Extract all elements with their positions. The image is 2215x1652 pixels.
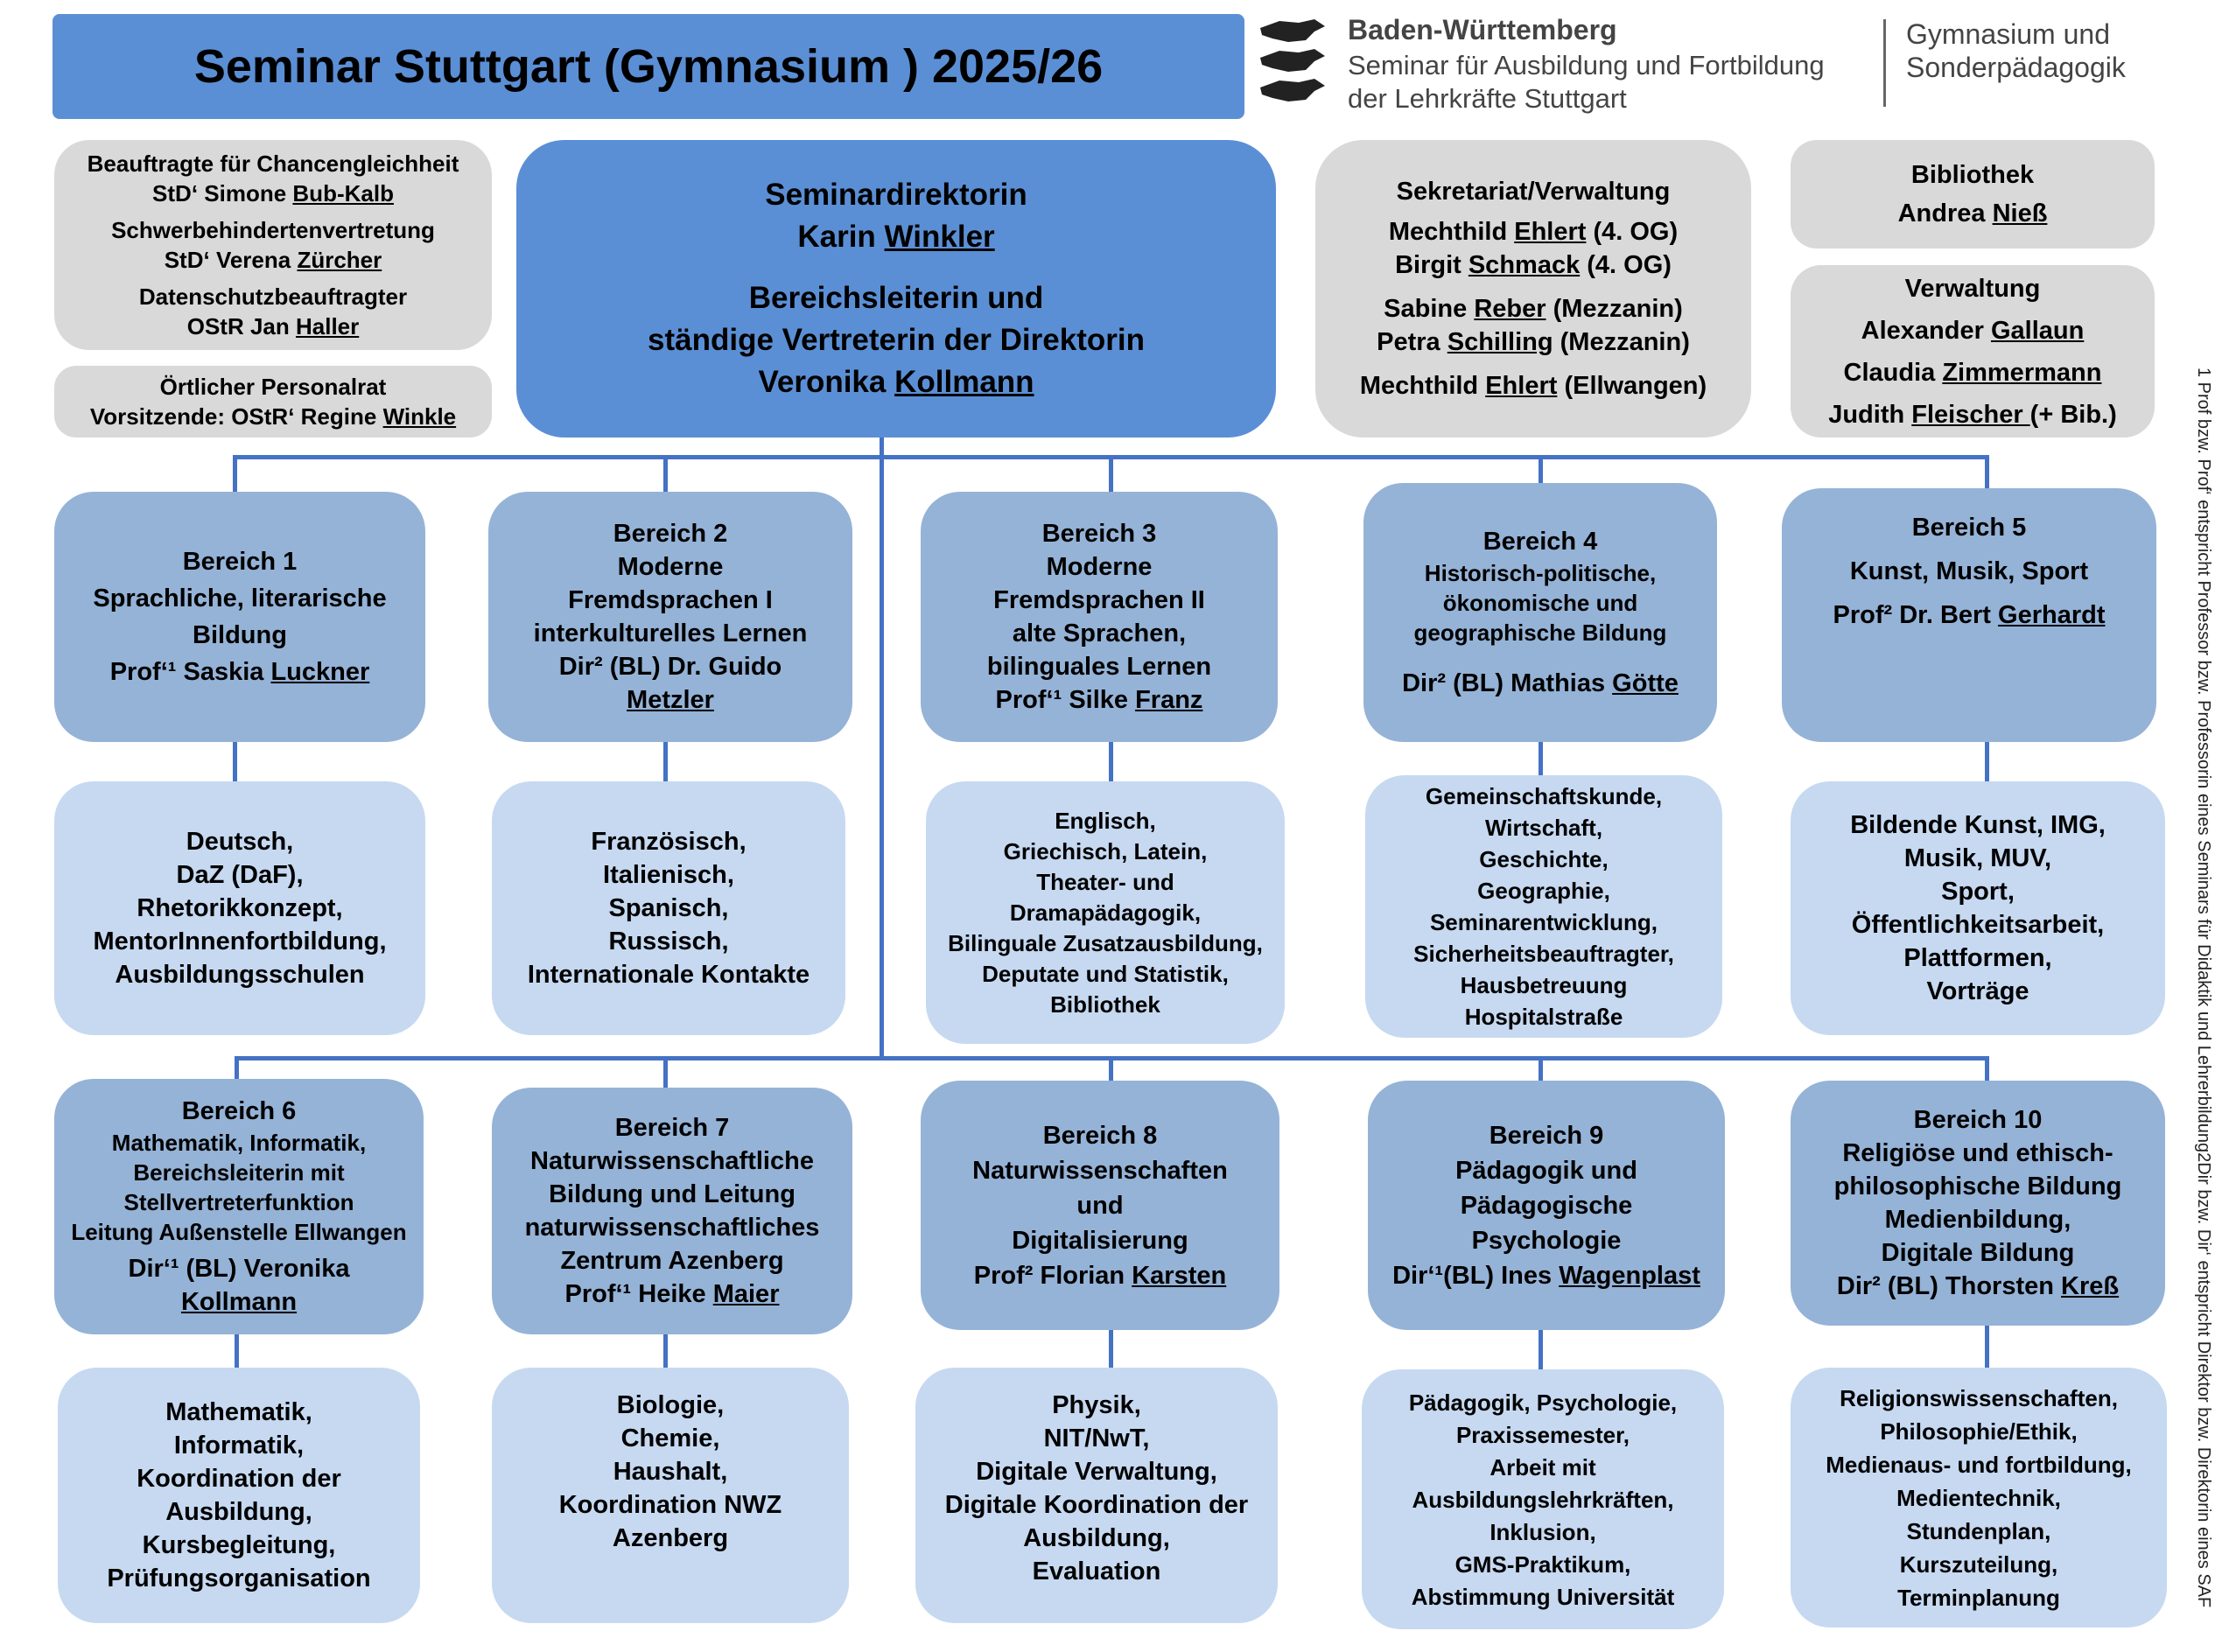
bereich-6-subject-3: Koordination der (137, 1465, 341, 1493)
bereich-4-subject-3: Geschichte, (1479, 846, 1609, 872)
bereich-4-subjects (1365, 775, 1722, 1038)
bereich-8-line3: Digitalisierung (1012, 1226, 1188, 1255)
bereich-6-line1: Mathematik, Informatik, (111, 1130, 367, 1156)
bereich-1-subject-2: DaZ (DaF), (176, 861, 304, 889)
secretariat-person-4-first: Petra (1377, 328, 1447, 356)
connector-sub-b9 (1539, 1330, 1543, 1369)
seminar-org-line2: der Lehrkräfte Stuttgart (1348, 83, 1627, 114)
bereich-1-subjects (54, 781, 425, 1035)
privacy-officer-surname: Haller (295, 313, 360, 340)
administration-person-3-first: Judith (1828, 400, 1912, 429)
connector-sub-b7 (663, 1334, 668, 1368)
connector-drop-b6 (235, 1056, 239, 1079)
disability-rep-title: Schwerbehindertenvertretung (111, 217, 435, 243)
bereich-7-subject-1: Biologie, (616, 1391, 725, 1419)
bereich-4-subject-6: Sicherheitsbeauftragter, (1413, 941, 1674, 967)
connector-drop-b10 (1985, 1056, 1989, 1081)
bereich-9-subject-1: Pädagogik, Psychologie, (1408, 1390, 1678, 1416)
bereich-2-subject-1: Französisch, (591, 828, 747, 856)
bereich-5-subject-1: Bildende Kunst, IMG, (1850, 811, 2106, 839)
bereich-9-subject-3: Arbeit mit (1490, 1454, 1596, 1480)
bereich-1-subject-4: MentorInnenfortbildung, (93, 928, 387, 956)
connector-drop-b9 (1539, 1056, 1543, 1081)
bereich-7-lead-surname: Maier (712, 1280, 780, 1308)
connector-drop-b7 (663, 1056, 668, 1088)
bereich-6-subject-5: Kursbegleitung, (142, 1531, 336, 1559)
bereich-8-subject-6: Evaluation (1032, 1558, 1161, 1586)
bereich-2-subject-2: Italienisch, (603, 861, 734, 889)
bereich-4-subject-8: Hospitalstraße (1464, 1004, 1623, 1030)
secretariat-person-3-first: Sabine (1384, 295, 1475, 323)
bereich-9-subject-6: GMS-Praktikum, (1454, 1551, 1631, 1578)
bereich-10-subjects (1791, 1368, 2167, 1628)
bereich-10-line4: Digitale Bildung (1881, 1239, 2075, 1267)
bereich-2-heading: Bereich 2 (613, 520, 728, 548)
bereich-5-box (1782, 488, 2156, 742)
disability-rep-name (165, 245, 382, 275)
bereich-3-line4: bilinguales Lernen (986, 653, 1212, 681)
administration-person-3-note: (+ Bib.) (2029, 400, 2117, 429)
footnote: 1 Prof bzw. Prof‘ entspricht Professor bzw. Professorin eines Seminars für Didaktik und Lehrerbildung2Dir bzw. Dir‘ entspricht Direktor bzw. Direktorin eines SAF (2194, 368, 2213, 1608)
bereich-10-line1: Religiöse und ethisch- (1842, 1139, 2113, 1167)
bereich-3-subject-2: Griechisch, Latein, (1003, 837, 1208, 864)
bereich-9-line2: Pädagogische (1460, 1191, 1633, 1220)
school-type-line1: Gymnasium und (1906, 18, 2110, 50)
bereich-4-box (1363, 483, 1717, 742)
bereich-2-line1: Moderne (617, 553, 724, 581)
bereich-4-heading: Bereich 4 (1483, 528, 1598, 556)
bereich-1-subject-1: Deutsch, (186, 828, 294, 856)
bereich-2-lead-surname: Metzler (627, 686, 714, 714)
bereich-9-heading: Bereich 9 (1489, 1121, 1604, 1150)
bereich-4-lead-prefix: Dir² (BL) Mathias (1402, 669, 1613, 697)
bereich-10-subject-1: Religionswissenschaften, (1840, 1384, 2118, 1411)
bereich-2-subject-5: Internationale Kontakte (527, 961, 810, 989)
connector-sub-b10 (1985, 1326, 1989, 1368)
administration-person-2 (1844, 352, 2102, 394)
bereich-3-subject-6: Deputate und Statistik, (982, 960, 1229, 987)
connector-sub-b3 (1109, 742, 1113, 781)
deputy-surname: Kollmann (894, 365, 1034, 399)
officers-box (54, 140, 492, 350)
deputy-title-line2: ständige Vertreterin der Direktorin (648, 323, 1145, 357)
bereich-8-subject-4: Digitale Koordination der (944, 1491, 1249, 1519)
bereich-10-lead-surname: Kreß (2061, 1272, 2120, 1300)
bereich-10-lead-prefix: Dir² (BL) Thorsten (1836, 1272, 2062, 1300)
bereich-8-lead (974, 1258, 1226, 1293)
secretariat-person-4-last: Schilling (1447, 328, 1553, 356)
bereich-4-lead-surname: Götte (1612, 669, 1679, 697)
bereich-8-subjects (915, 1368, 1278, 1623)
bereich-7-line1: Naturwissenschaftliche (530, 1147, 814, 1175)
bereich-8-line2: und (1076, 1191, 1124, 1220)
bereich-3-subject-5: Bilinguale Zusatzausbildung, (948, 929, 1263, 956)
administration-person-3 (1828, 394, 2117, 436)
administration-box (1791, 265, 2155, 438)
connector-sub-b8 (1109, 1330, 1113, 1368)
bereich-2-subject-3: Spanisch, (608, 894, 729, 922)
bereich-1-line2: Bildung (193, 621, 287, 649)
administration-person-2-first: Claudia (1843, 358, 1943, 387)
bereich-2-subjects (492, 781, 845, 1035)
bereich-3-subject-4: Dramapädagogik, (1009, 899, 1202, 926)
state-name: Baden-Württemberg (1348, 14, 1617, 46)
equality-officer-name (152, 178, 394, 208)
bereich-10-lead (1837, 1270, 2119, 1303)
bereich-6-box (54, 1079, 424, 1334)
secretariat-person-2-location: (4. OG) (1580, 251, 1672, 279)
bereich-5-subject-5: Plattformen, (1903, 944, 2052, 972)
bereich-7-line4: Zentrum Azenberg (560, 1247, 784, 1275)
disability-rep-surname: Zürcher (297, 247, 382, 273)
bereich-3-line1: Moderne (1046, 553, 1153, 581)
bereich-3-heading: Bereich 3 (1041, 520, 1157, 548)
library-title: Bibliothek (1910, 161, 2035, 189)
bereich-9-subjects (1362, 1369, 1724, 1629)
bereich-9-box (1368, 1081, 1725, 1330)
bereich-6-line3: Stellvertreterfunktion (123, 1189, 354, 1215)
secretariat-person-4 (1377, 326, 1690, 359)
secretariat-person-5 (1360, 369, 1707, 402)
bereich-10-line3: Medienbildung, (1884, 1206, 2071, 1234)
director-surname: Winkler (884, 220, 995, 254)
bereich-9-subject-7: Abstimmung Universität (1411, 1584, 1675, 1610)
disability-rep-prefix: StD‘ Verena (164, 247, 298, 273)
equality-officer-title: Beauftragte für Chancengleichheit (87, 150, 459, 177)
director-box (516, 140, 1276, 438)
bereich-5-lead (1833, 593, 2105, 637)
connector-drop-b4 (1539, 455, 1543, 483)
bereich-8-heading: Bereich 8 (1042, 1121, 1158, 1150)
bereich-4-subject-1: Gemeinschaftskunde, (1425, 783, 1663, 809)
bereich-2-box (488, 492, 852, 742)
bereich-6-line2: Bereichsleiterin mit (133, 1159, 345, 1186)
secretariat-person-5-first: Mechthild (1359, 372, 1486, 400)
bereich-6-subjects (58, 1368, 420, 1623)
bereich-9-subject-2: Praxissemester, (1455, 1422, 1630, 1448)
bereich-1-box (54, 492, 425, 742)
connector-sub-b5 (1985, 742, 1989, 781)
connector-sub-b4 (1539, 742, 1543, 775)
bereich-2-subject-4: Russisch, (608, 928, 729, 956)
bereich-6-subject-4: Ausbildung, (165, 1498, 312, 1526)
secretariat-person-1-first: Mechthild (1388, 218, 1515, 246)
connector-trunk (880, 438, 884, 1060)
bereich-8-subject-3: Digitale Verwaltung, (976, 1458, 1217, 1486)
library-person-first: Andrea (1897, 200, 1993, 228)
bereich-7-heading: Bereich 7 (614, 1114, 730, 1142)
secretariat-person-3-last: Reber (1474, 295, 1546, 323)
bereich-6-lead (70, 1252, 408, 1319)
secretariat-box (1315, 140, 1751, 438)
secretariat-person-3-location: (Mezzanin) (1546, 295, 1683, 323)
bereich-1-lead-surname: Luckner (270, 658, 370, 686)
director-firstname: Karin (797, 220, 885, 254)
bereich-6-lead-surname: Kollmann (180, 1288, 298, 1316)
bereich-7-subject-5: Azenberg (612, 1524, 729, 1552)
bereich-8-subject-5: Ausbildung, (1023, 1524, 1170, 1552)
bereich-6-line4: Leitung Außenstelle Ellwangen (71, 1219, 407, 1245)
connector-drop-b5 (1985, 455, 1989, 488)
administration-person-2-last: Zimmermann (1942, 358, 2102, 387)
bereich-7-subjects (492, 1368, 849, 1623)
bereich-9-lead-prefix: Dir‘¹(BL) Ines (1392, 1261, 1560, 1290)
staff-council-surname: Winkle (382, 403, 457, 430)
bereich-6-subject-6: Prüfungsorganisation (107, 1564, 371, 1592)
bereich-4-line1: Historisch-politische, (1424, 560, 1657, 586)
bereich-7-subject-4: Koordination NWZ (558, 1491, 782, 1519)
deputy-firstname: Veronika (758, 365, 895, 399)
connector-drop-b1 (233, 455, 237, 492)
equality-officer-surname: Bub-Kalb (292, 180, 394, 206)
bereich-5-lead-prefix: Prof² Dr. Bert (1833, 601, 1999, 629)
bereich-6-lead-prefix: Dir‘¹ (BL) Veronika (128, 1255, 350, 1283)
page-title: Seminar Stuttgart (Gymnasium ) 2025/26 (193, 40, 1104, 93)
bereich-4-line2: ökonomische und (1442, 590, 1638, 616)
bereich-10-subject-2: Philosophie/Ethik, (1880, 1418, 2078, 1445)
bereich-1-subject-5: Ausbildungsschulen (115, 961, 365, 989)
administration-title: Verwaltung (1904, 274, 2041, 303)
bereich-10-box (1791, 1081, 2165, 1326)
bereich-5-subjects (1791, 781, 2165, 1035)
bereich-7-line3: naturwissenschaftliches (524, 1214, 820, 1242)
bereich-3-subjects (926, 781, 1285, 1044)
secretariat-person-1-location: (4. OG) (1586, 218, 1679, 246)
bereich-2-line2: Fremdsprachen I (568, 586, 773, 614)
bereich-7-lead (565, 1278, 780, 1311)
bereich-6-subject-1: Mathematik, (165, 1398, 312, 1426)
bereich-1-lead-prefix: Prof‘¹ Saskia (109, 658, 271, 686)
deputy-name (758, 361, 1034, 403)
bereich-3-box (921, 492, 1278, 742)
secretariat-title: Sekretariat/Verwaltung (1396, 178, 1671, 206)
bereich-2-lead-prefix: Dir² (BL) Dr. Guido (558, 653, 782, 681)
seminar-org-line1: Seminar für Ausbildung und Fortbildung (1348, 50, 1825, 80)
bereich-10-subject-6: Kurszuteilung, (1899, 1550, 2058, 1578)
bereich-10-subject-3: Medienaus- und fortbildung, (1826, 1451, 2132, 1478)
bereich-7-subject-3: Haushalt, (613, 1458, 728, 1486)
bereich-9-line3: Psychologie (1471, 1226, 1622, 1255)
connector-sub-b6 (235, 1334, 239, 1368)
secretariat-person-1-last: Ehlert (1514, 218, 1587, 246)
director-name (797, 216, 994, 258)
bereich-4-subject-4: Geographie, (1477, 878, 1610, 904)
bereich-7-subject-2: Chemie, (620, 1424, 720, 1452)
bereich-3-line2: Fremdsprachen II (993, 586, 1205, 614)
administration-person-1-last: Gallaun (1990, 316, 2085, 345)
bereich-5-subject-4: Öffentlichkeitsarbeit, (1851, 911, 2105, 939)
secretariat-person-3 (1384, 292, 1683, 326)
bereich-9-subject-4: Ausbildungslehrkräften, (1412, 1487, 1674, 1513)
staff-council-box (54, 366, 492, 438)
bereich-4-subject-7: Hausbetreuung (1460, 972, 1628, 998)
library-person-last: Nieß (1992, 200, 2048, 228)
director-title: Seminardirektorin (765, 178, 1027, 212)
library-person (1898, 197, 2048, 230)
secretariat-person-5-last: Ehlert (1485, 372, 1558, 400)
bereich-8-subject-2: NIT/NwT, (1043, 1424, 1150, 1452)
secretariat-person-2-first: Birgit (1395, 251, 1468, 279)
bereich-7-line2: Bildung und Leitung (549, 1180, 796, 1208)
bereich-4-subject-5: Seminarentwicklung, (1429, 909, 1658, 935)
state-coat-of-arms-logo (1253, 16, 1332, 110)
bereich-9-line1: Pädagogik und (1455, 1156, 1637, 1185)
bereich-5-subject-3: Sport, (1941, 878, 2015, 906)
secretariat-person-2 (1395, 248, 1672, 282)
bereich-8-subject-1: Physik, (1052, 1391, 1141, 1419)
school-type-line2: Sonderpädagogik (1906, 52, 2126, 83)
bereich-8-lead-prefix: Prof² Florian (973, 1261, 1132, 1290)
bereich-7-lead-prefix: Prof‘¹ Heike (564, 1280, 713, 1308)
bereich-3-lead (996, 683, 1203, 717)
bereich-8-box (921, 1081, 1279, 1330)
bereich-4-subject-2: Wirtschaft, (1484, 815, 1603, 841)
staff-council-title: Örtlicher Personalrat (159, 374, 387, 400)
secretariat-person-1 (1389, 215, 1678, 248)
connector-sub-b2 (663, 742, 668, 781)
equality-officer-prefix: StD‘ Simone (152, 180, 293, 206)
school-type (1906, 18, 2126, 84)
seminar-org-name (1348, 49, 1825, 116)
administration-person-3-last: Fleischer (1911, 400, 2030, 429)
bereich-5-heading: Bereich 5 (1911, 514, 2027, 542)
connector-drop-b2 (663, 455, 668, 492)
bereich-3-lead-prefix: Prof‘¹ Silke (995, 686, 1136, 714)
staff-council-prefix: Vorsitzende: OStR‘ Regine (89, 403, 383, 430)
bereich-10-subject-5: Stundenplan, (1906, 1517, 2051, 1544)
bereich-9-lead (1392, 1258, 1700, 1293)
privacy-officer-prefix: OStR Jan (186, 313, 296, 340)
bereich-10-heading: Bereich 10 (1913, 1106, 2043, 1134)
bereich-9-lead-surname: Wagenplast (1559, 1261, 1700, 1290)
bereich-1-subject-3: Rhetorikkonzept, (137, 894, 343, 922)
bereich-10-subject-7: Terminplanung (1897, 1584, 2060, 1611)
bereich-5-subject-2: Musik, MUV, (1903, 844, 2052, 872)
bereich-5-lead-surname: Gerhardt (1998, 601, 2106, 629)
bereich-1-heading: Bereich 1 (182, 548, 298, 576)
bereich-3-subject-3: Theater- und (1036, 868, 1174, 895)
bereich-6-subject-2: Informatik, (173, 1432, 305, 1460)
privacy-officer-title: Datenschutzbeauftragter (138, 284, 408, 310)
bereich-8-lead-surname: Karsten (1132, 1261, 1227, 1290)
bereich-10-line2: philosophische Bildung (1833, 1172, 2122, 1200)
bereich-9-subject-5: Inklusion, (1490, 1519, 1596, 1545)
bereich-1-line1: Sprachliche, literarische (93, 584, 387, 612)
header-divider (1883, 19, 1886, 107)
bereich-3-lead-surname: Franz (1135, 686, 1203, 714)
bereich-3-subject-1: Englisch, (1055, 807, 1156, 834)
bereich-5-line1: Kunst, Musik, Sport (1849, 557, 2089, 585)
bereich-3-subject-7: Bibliothek (1050, 990, 1160, 1018)
privacy-officer-name (187, 312, 360, 341)
bereich-4-lead (1402, 667, 1679, 700)
bereich-1-lead (110, 654, 370, 690)
secretariat-person-5-location: (Ellwangen) (1557, 372, 1707, 400)
bereich-2-line3: interkulturelles Lernen (533, 620, 808, 648)
bereich-5-subject-6: Vorträge (1926, 977, 2029, 1005)
title-bar (53, 14, 1244, 119)
connector-drop-b3 (1109, 455, 1113, 492)
bereich-10-subject-4: Medientechnik, (1896, 1484, 2061, 1511)
deputy-title-line1: Bereichsleiterin und (748, 281, 1044, 315)
connector-sub-b1 (233, 742, 237, 781)
bereich-6-heading: Bereich 6 (181, 1097, 297, 1125)
bereich-4-line3: geographische Bildung (1413, 620, 1667, 646)
administration-person-1 (1861, 310, 2085, 352)
library-box (1791, 140, 2155, 248)
connector-drop-b8 (1109, 1056, 1113, 1081)
secretariat-person-4-location: (Mezzanin) (1553, 328, 1690, 356)
bereich-8-line1: Naturwissenschaften (972, 1156, 1228, 1185)
bereich-3-line3: alte Sprachen, (1012, 620, 1187, 648)
staff-council-chair (90, 402, 456, 431)
secretariat-person-2-last: Schmack (1468, 251, 1581, 279)
bereich-7-box (492, 1088, 852, 1334)
administration-person-1-first: Alexander (1861, 316, 1991, 345)
